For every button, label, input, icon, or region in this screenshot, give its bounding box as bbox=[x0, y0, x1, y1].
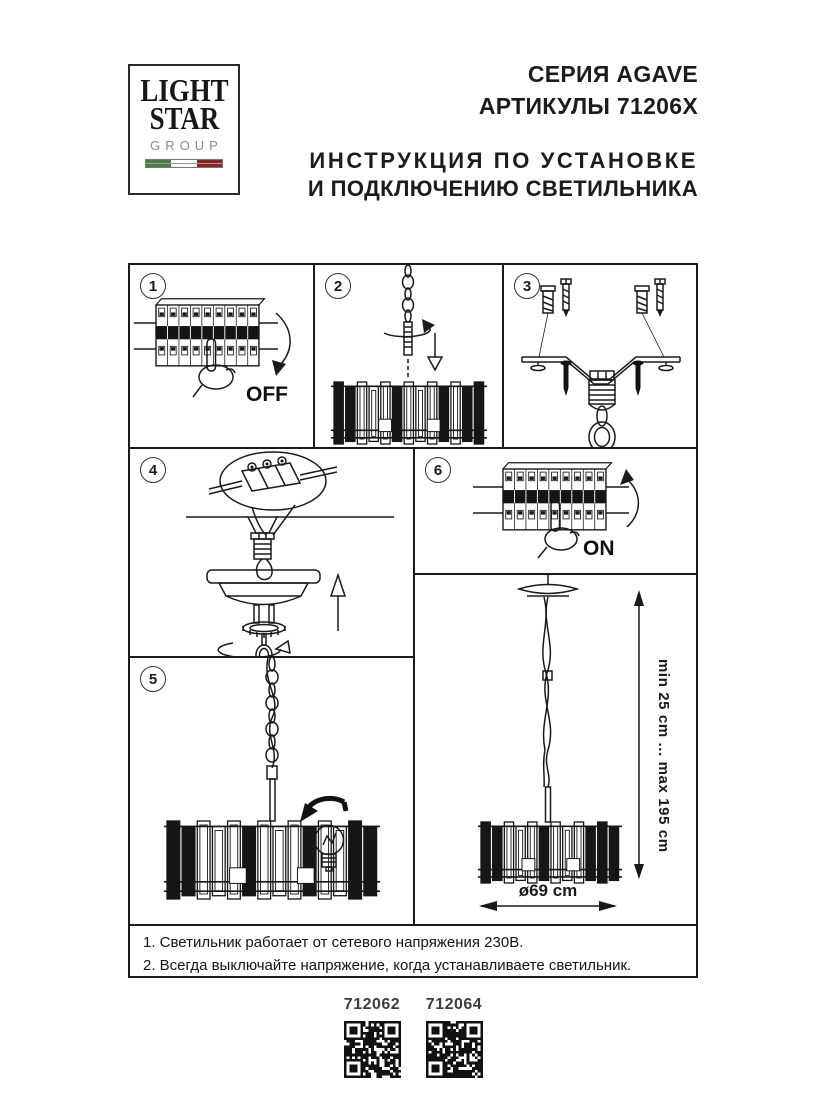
rotation-arrow-icon bbox=[300, 798, 346, 822]
chain-link-icon bbox=[256, 645, 272, 656]
chandelier-drum-icon bbox=[331, 382, 487, 444]
threaded-nipple-icon bbox=[251, 533, 274, 559]
arrow-up-icon bbox=[331, 575, 345, 631]
lightstar-logo bbox=[128, 64, 240, 195]
step-number-badge: 5 bbox=[140, 666, 166, 692]
step-panel-2 bbox=[313, 263, 504, 449]
pendant-dimensions-illustration bbox=[415, 575, 696, 924]
document-header bbox=[308, 58, 698, 203]
product-column-2 bbox=[425, 996, 483, 1078]
rotation-arrow-icon bbox=[218, 641, 290, 656]
chain-link-icon bbox=[589, 406, 615, 447]
footer-product-codes bbox=[0, 996, 826, 1078]
step-number-badge: 1 bbox=[140, 273, 166, 299]
series-title: СЕРИЯ AGAVE bbox=[527, 61, 698, 87]
diameter-label: ø69 cm bbox=[518, 881, 578, 900]
flag-red-segment bbox=[197, 160, 222, 167]
curved-arrow-up-icon bbox=[620, 469, 638, 527]
note-line-2: 2. Всегда выключайте напряжение, когда устанавливаете светильник. bbox=[143, 957, 632, 974]
logo-word-star: STAR bbox=[149, 100, 219, 136]
logo-word-light: LIGHT bbox=[139, 72, 229, 108]
chandelier-drum-icon bbox=[164, 821, 380, 899]
step-panel-3 bbox=[502, 263, 698, 449]
circuit-breaker-icon bbox=[156, 299, 264, 366]
chain-icon bbox=[266, 658, 278, 821]
note-line-1: 1. Светильник работает от сетевого напряжения 230В. bbox=[143, 934, 524, 951]
articles-title: АРТИКУЛЫ 71206X bbox=[478, 93, 698, 119]
terminal-block-callout-icon bbox=[209, 452, 337, 535]
flag-white-segment bbox=[171, 160, 196, 167]
switch-off-label: OFF bbox=[246, 383, 288, 406]
screw-icon bbox=[561, 279, 665, 317]
qr-code-icon bbox=[426, 1021, 483, 1078]
leader-lines bbox=[539, 313, 664, 357]
italian-flag-icon bbox=[145, 159, 223, 168]
circuit-breaker-icon bbox=[503, 463, 611, 530]
dimensions-panel bbox=[413, 573, 698, 926]
step-number-badge: 6 bbox=[425, 457, 451, 483]
chandelier-drum-icon bbox=[478, 822, 622, 883]
logo-word-group: GROUP bbox=[150, 138, 223, 153]
qr-code-icon bbox=[344, 1021, 401, 1078]
notes-panel bbox=[128, 924, 698, 978]
switch-on-label: ON bbox=[583, 537, 615, 560]
flag-green-segment bbox=[146, 160, 171, 167]
step-panel-1 bbox=[128, 263, 315, 449]
step-panel-4 bbox=[128, 447, 415, 658]
height-range-label: min 25 cm ... max 195 cm bbox=[655, 659, 672, 853]
product-column-1 bbox=[343, 996, 401, 1078]
height-dimension-arrow bbox=[634, 590, 644, 879]
step-6-illustration bbox=[415, 449, 696, 573]
product-code: 712064 bbox=[425, 996, 483, 1013]
wall-anchor-icon bbox=[541, 286, 649, 313]
rod-icon bbox=[546, 787, 551, 822]
step-number-badge: 3 bbox=[514, 273, 540, 299]
instruction-title-line1: ИНСТРУКЦИЯ ПО УСТАНОВКЕ bbox=[309, 148, 698, 173]
chain-icon bbox=[403, 265, 414, 322]
ceiling-icon bbox=[186, 517, 394, 533]
diameter-dimension-arrow bbox=[479, 901, 617, 911]
product-code: 712062 bbox=[343, 996, 401, 1013]
threaded-hub-icon bbox=[589, 371, 615, 410]
step-panel-5 bbox=[128, 656, 415, 926]
step-4-illustration bbox=[130, 449, 413, 656]
chain-icon bbox=[543, 597, 552, 787]
step-number-badge: 2 bbox=[325, 273, 351, 299]
step-number-badge: 4 bbox=[140, 457, 166, 483]
lock-nut-icon bbox=[243, 622, 285, 645]
threaded-rod-icon bbox=[404, 322, 412, 355]
arrow-down-icon bbox=[428, 333, 442, 370]
step-panel-6 bbox=[413, 447, 698, 575]
ceiling-plate-icon bbox=[519, 575, 577, 596]
washer-icon bbox=[531, 362, 673, 371]
canopy-icon bbox=[207, 570, 320, 623]
instruction-title-line2: И ПОДКЛЮЧЕНИЮ СВЕТИЛЬНИКА bbox=[307, 176, 698, 201]
step-5-illustration bbox=[130, 658, 413, 924]
